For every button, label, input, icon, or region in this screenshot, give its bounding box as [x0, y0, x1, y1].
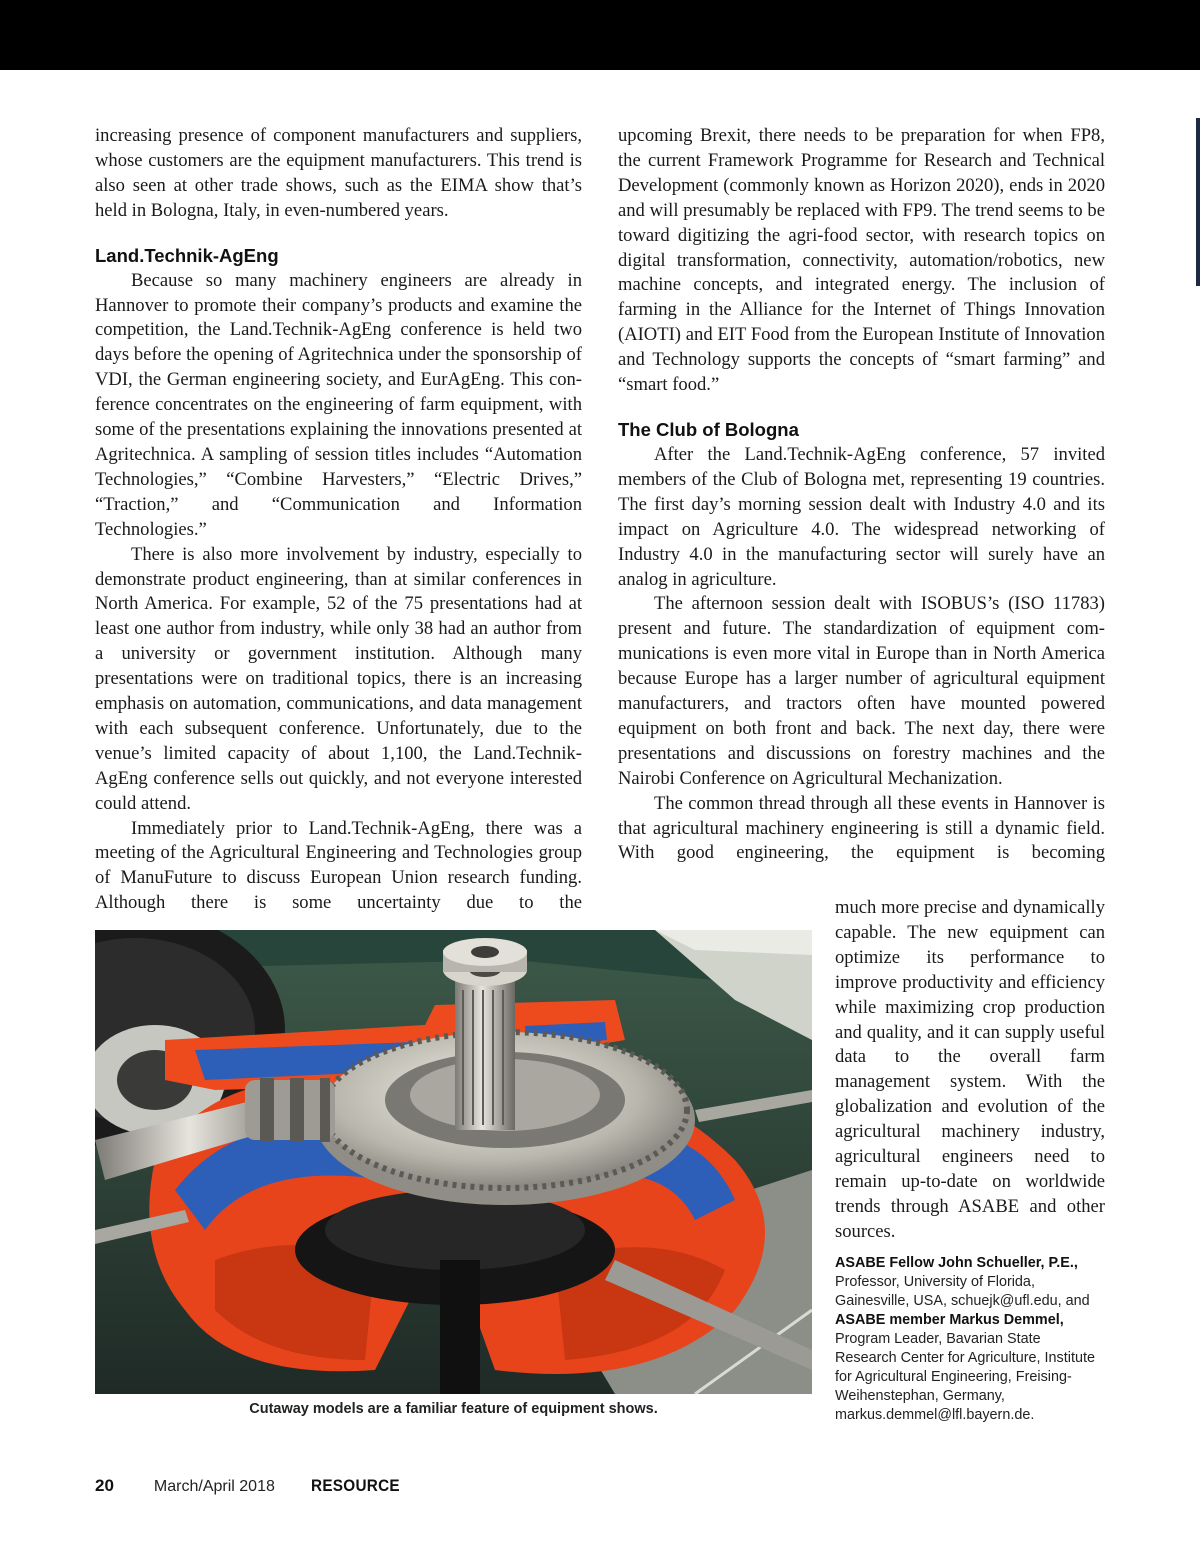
author-1-detail: Professor, University of Florida, Gainesville, USA, schuejk@ufl.edu, and	[835, 1274, 1090, 1309]
land-technik-paragraph-1: Because so many machinery engineers are already in Hannover to promote their company’s products and examine the competition, the Land.Technik-AgEng conference is held two days before the opening of Agritechnica under the sponsorship of VDI, the German engineering society, and EurAgEng. This conference concentrates on the engineering of farm equipment, with some of the presentations explaining the innovations presented at Agritechnica. A sampling of session titles includes “Automation Technologies,” “Combine Harvesters,” “Electric Drives,” “Traction,” and “Communication and Information Technologies.”	[95, 269, 582, 540]
gearbox-illustration	[95, 930, 812, 1394]
magazine-name: RESOURCE	[310, 1476, 400, 1495]
author-1-name: ASABE Fellow John Schueller, P.E.,	[835, 1255, 1078, 1271]
brexit-paragraph: upcoming Brexit, there needs to be preparation for when FP8, the current Framework Programme for Research and Technical Development (commonly known as Horizon 2020), ends in 2020 and will presumably be replaced with FP9. The trend seems to be toward digitizing the agri-food sector, with research topics on digital transformation, connectivity, automation/robotics, new machine concepts, and integrated energy. The inclusion of farming in the Alliance for the Internet of Things Innovation (AIOTI) and EIT Food from the European Institute of Innovation and Technology supports the concepts of “smart farming” and “smart food.”	[618, 125, 1105, 396]
cutaway-gearbox-photo	[95, 930, 812, 1394]
wrapped-text-block	[835, 896, 1105, 1245]
bologna-paragraph-3-start: The common thread through all these events in Hannover is that agricultural machinery engineering is still a dynamic field. With good engineering, the equipment is becoming	[618, 792, 1105, 864]
land-technik-paragraph-2: There is also more involvement by industry, especially to demonstrate product engineering, than at similar conferences in North America. For example, 52 of the 75 presentations had at least one author from industry, while only 38 had an author from a university or government institution. Although many presentations were on traditional topics, there is an increasing emphasis on automation, communications, and data management with each subsequent conference. Unfortunately, due to the venue’s limited capacity of about 1,100, the Land.Technik-AgEng conference sells out quickly, and not everyone interested could attend.	[95, 543, 582, 814]
heading-land-technik: Land.Technik-AgEng	[95, 244, 279, 266]
bologna-paragraph-2: The afternoon session dealt with ISOBUS’s (ISO 11783) present and future. The standardization of equipment communications is even more vital in Europe than in North America because Europe has a larger number of agricultural equipment manufacturers, and tractors often have mounted powered equipment on both front and back. The next day, there were presentations and discussions on forestry machines and the Nairobi Conference on Agricultural Mechanization.	[618, 593, 1105, 789]
left-column	[95, 124, 582, 916]
page-edge-tab	[1196, 118, 1200, 286]
heading-club-of-bologna: The Club of Bologna	[618, 418, 799, 440]
intro-paragraph: increasing presence of component manufacturers and suppliers, whose customers are the equipment manufacturers. This trend is also seen at other trade shows, such as the EIMA show that’s held in Bologna, Italy, in even-numbered years.	[95, 125, 582, 221]
page-number: 20	[95, 1476, 114, 1495]
top-banner-bar	[0, 0, 1200, 70]
bologna-paragraph-3-wrap: much more precise and dynamically capable. The new equipment can optimize its performance to improve productivity and efficiency while maximizing crop production and quality, and it can supply useful data to the overall farm management system. With the globalization and evolution of the agricultural machinery industry, agricultural engineers need to remain up-to-date on worldwide trends through ASABE and other sources.	[835, 897, 1105, 1242]
photo-caption: Cutaway models are a familiar feature of equipment shows.	[249, 1401, 658, 1417]
bologna-paragraph-1: After the Land.Technik-AgEng conference, 57 invited members of the Club of Bologna met, representing 19 countries. The first day’s morning session dealt with Industry 4.0 and its impact on Agriculture 4.0. The widespread networking of Industry 4.0 in the manufacturing sector will surely have an analog in agriculture.	[618, 443, 1105, 590]
right-column	[618, 124, 1105, 866]
author-2-detail: Program Leader, Bavarian State Research Center for Agriculture, Institute for Agricultural Engineering, Freising-Weihenstephan, Germany, markus.demmel@lfl.bayern.de.	[835, 1331, 1095, 1423]
issue-date: March/April 2018	[153, 1478, 275, 1495]
author-2-name: ASABE member Markus Demmel,	[835, 1312, 1064, 1328]
author-bio	[835, 1254, 1105, 1425]
page-footer	[95, 1476, 410, 1500]
land-technik-paragraph-3: Immediately prior to Land.Technik-AgEng, there was a meeting of the Agricultural Engineering and Technologies group of ManuFuture to discuss European Union research funding. Although there is some uncertainty due to the	[95, 817, 582, 914]
